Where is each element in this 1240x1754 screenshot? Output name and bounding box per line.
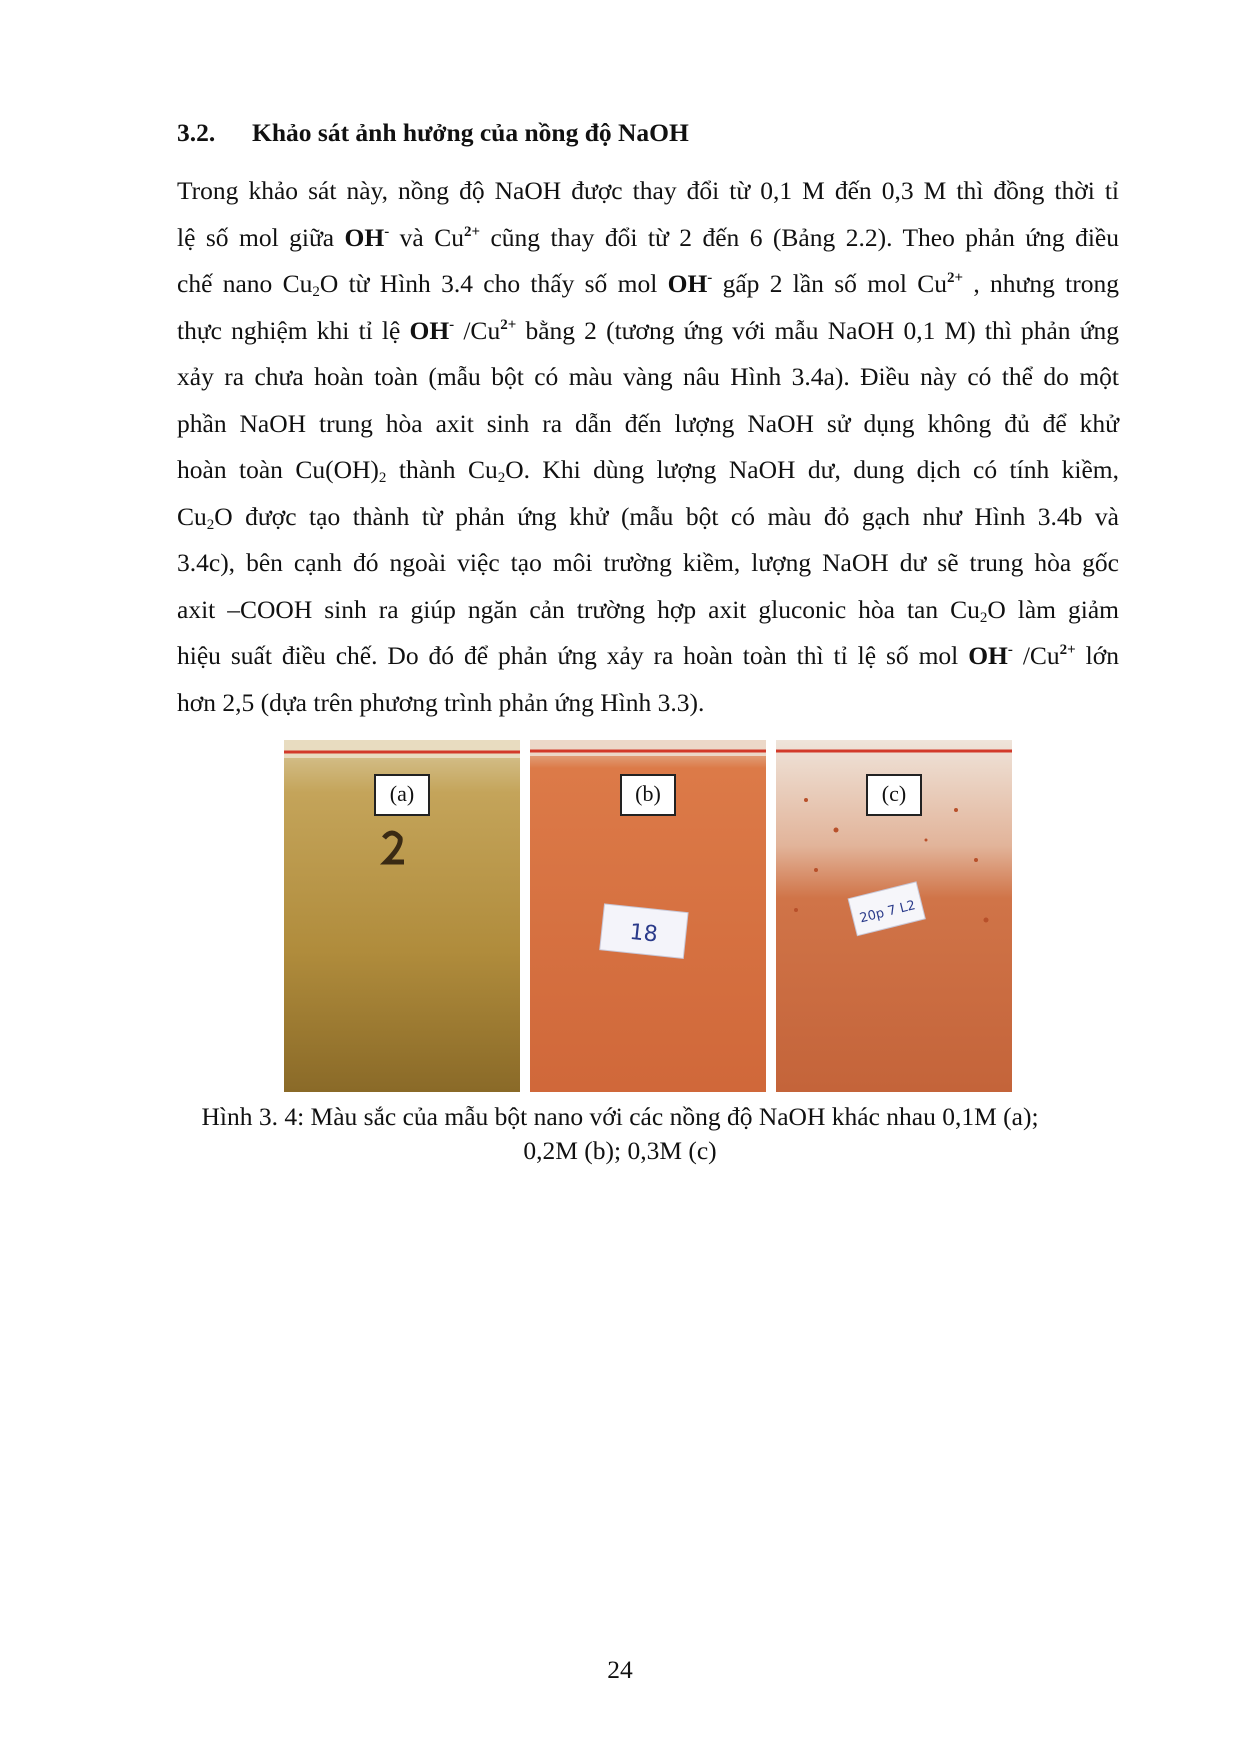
text-line: chế nano $Cu_2O$ từ Hình 3.4 cho thấy số mol OH- gấp 2 lần số mol $Cu^{2+}$ , nhưng trong — [177, 269, 1120, 300]
text-line: thực nghiệm khi tỉ lệ OH- $/Cu^{2+}$ bằng 2 (tương ứng với mẫu NaOH 0,1 M) thì phản ứng — [177, 315, 1120, 345]
figure-caption — [150, 1100, 1090, 1168]
text-line: Trong khảo sát này, nồng độ NaOH được thay đổi từ 0,1 M đến 0,3 M thì đồng thời tỉ — [177, 176, 1119, 205]
caption-line-2: 0,2M (b); 0,3M (c) — [523, 1136, 717, 1165]
text-line: xảy ra chưa hoàn toàn (mẫu bột có màu vàng nâu Hình 3.4a). Điều này có thể do một — [177, 362, 1119, 391]
figure-panel-a — [284, 740, 520, 1092]
section-number: 3.2. — [177, 118, 216, 147]
text-line: phần NaOH trung hòa axit sinh ra dẫn đến lượng NaOH sử dụng không đủ để khử — [177, 408, 1119, 438]
panel-label-a: (a) — [374, 774, 430, 816]
panel-label-c: (c) — [866, 774, 922, 816]
text-line: hiệu suất điều chế. Do đó để phản ứng xảy ra hoàn toàn thì tỉ lệ số mol OH- $/Cu^{2+}$ lớn — [177, 641, 1119, 670]
text-line: hơn 2,5 (dựa trên phương trình phản ứng Hình 3.3). — [177, 687, 705, 717]
sample-tag-b: 18 — [628, 919, 659, 948]
text-line: $Cu_2O$ được tạo thành từ phản ứng khử (mẫu bột có màu đỏ gạch như Hình 3.4b và — [177, 501, 1119, 533]
text-line: hoàn toàn $Cu(OH)_2$ thành $Cu_2O$. Khi dùng lượng NaOH dư, dung dịch có tính kiềm, — [177, 455, 1119, 486]
panel-label-b: (b) — [620, 774, 676, 816]
figure-panel-c — [776, 740, 1012, 1092]
caption-line-1: Hình 3. 4: Màu sắc của mẫu bột nano với các nồng độ NaOH khác nhau 0,1M (a); — [201, 1102, 1039, 1131]
section-heading — [177, 118, 689, 148]
text-line: axit –COOH sinh ra giúp ngăn cản trường hợp axit gluconic hòa $\tan Cu_2O$ làm giảm — [177, 594, 1119, 626]
figure-panel-b — [530, 740, 766, 1092]
body-paragraph — [177, 168, 1119, 726]
sample-tag-c: 20p 7 L2 — [858, 898, 917, 927]
text-line: lệ số mol giữa OH- và $Cu^{2+}$ cũng thay đổi từ 2 đến 6 (Bảng 2.2). Theo phản ứng điều — [177, 222, 1119, 252]
section-title: Khảo sát ảnh hưởng của nồng độ NaOH — [252, 118, 689, 147]
text-line: 3.4c), bên cạnh đó ngoài việc tạo môi trường kiềm, lượng NaOH dư sẽ trung hòa gốc — [177, 548, 1119, 577]
page-number: 24 — [607, 1655, 633, 1684]
